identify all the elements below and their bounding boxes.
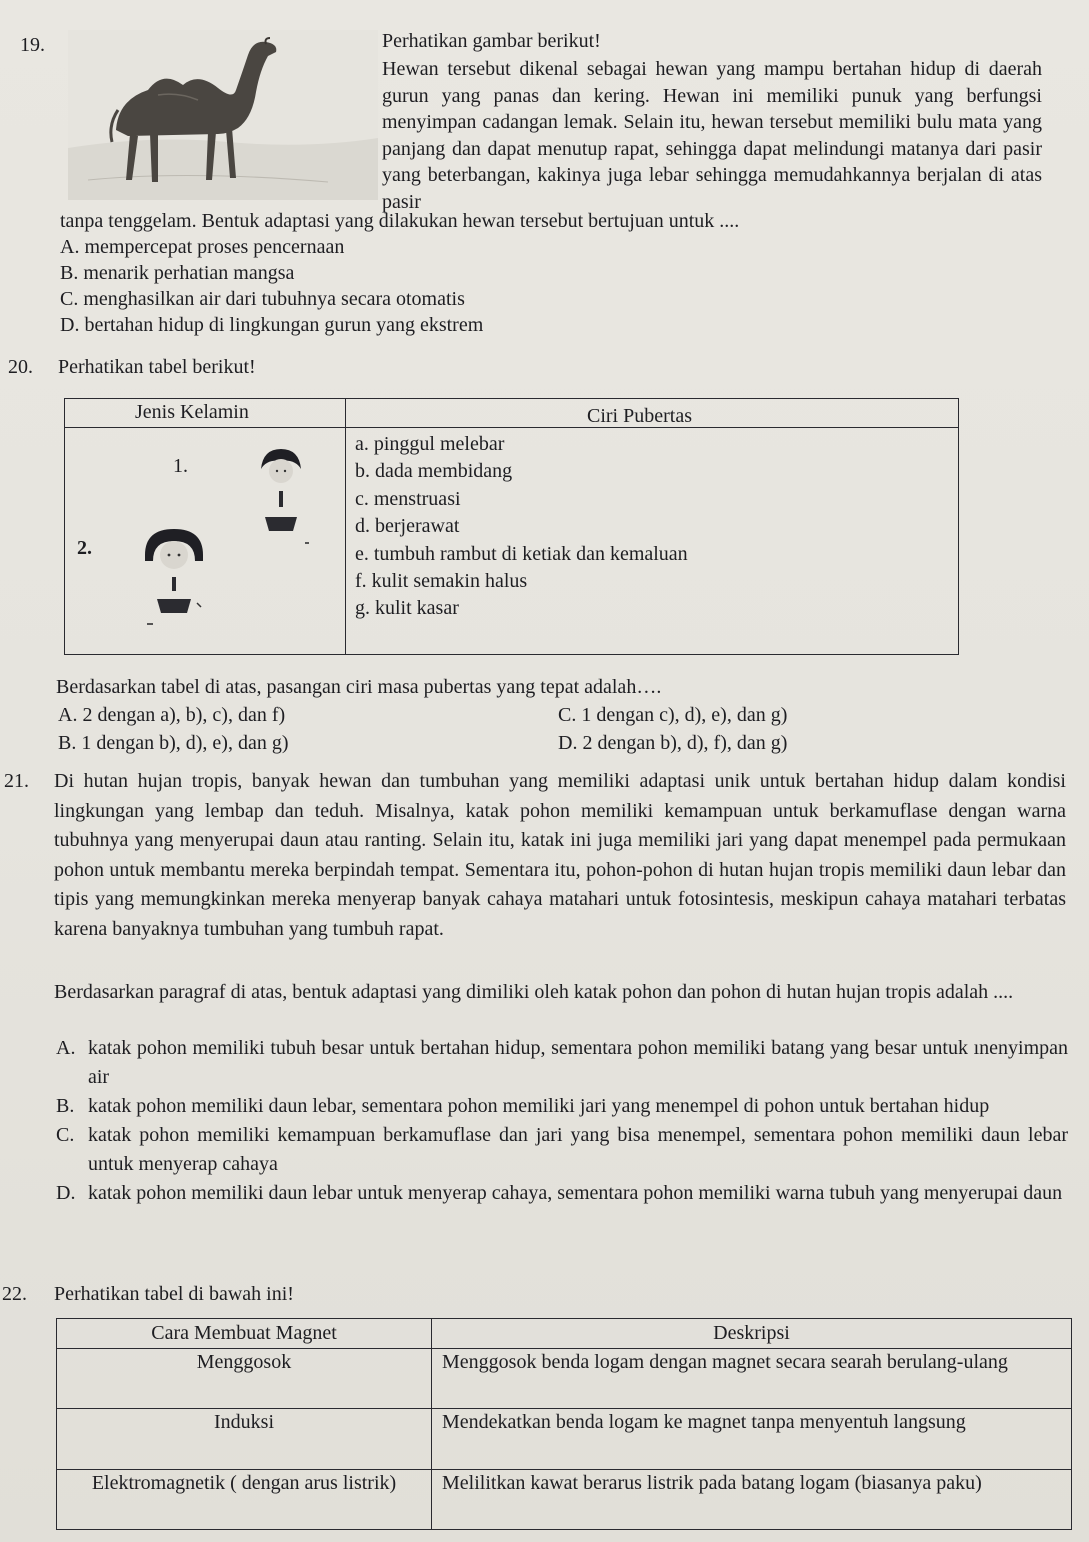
q20-option-d[interactable]: [558, 730, 898, 756]
q20-header-ciri-pubertas: Ciri Pubertas: [587, 405, 692, 427]
q20-puberty-table: [64, 398, 959, 655]
q20-header-jenis-kelamin: Jenis Kelamin: [135, 401, 249, 423]
q21-option-c[interactable]: [56, 1121, 1068, 1179]
q21-option-b[interactable]: [56, 1092, 1068, 1121]
camel-image: [68, 30, 378, 200]
q20-ciri-g: g. kulit kasar: [355, 597, 459, 620]
q21-option-a[interactable]: [56, 1034, 1068, 1092]
q22-header-deskripsi: Deskripsi: [432, 1319, 1072, 1349]
q20-ciri-a: a. pinggul melebar: [355, 433, 505, 455]
q20-ciri-b: b. dada membidang: [355, 460, 513, 483]
option-text: katak pohon memiliki daun lebar untuk menyerap cahaya, sementara pohon memiliki warna tubuh yang menyerupai daun: [88, 1182, 1063, 1204]
q19-option-b[interactable]: [60, 260, 483, 286]
option-text: 2 dengan a), b), c), dan f): [82, 704, 286, 726]
q20-option-b[interactable]: [58, 730, 558, 756]
option-text: 2 dengan b), d), f), dan g): [582, 732, 788, 754]
q19-paragraph: Hewan tersebut dikenal sebagai hewan yang mampu bertahan hidup di daerah gurun yang panas dan kering. Hewan ini memiliki punuk yang berfungsi menyimpan cadangan lemak. Selain itu, hewan tersebut memiliki bulu mata yang panjang dan dapat menutup rapat, sehingga dapat melindungi matanya dari pasir yang beterbangan, kakinya juga lebar sehingga memudahkannya berjalan di atas pasir: [382, 58, 1042, 213]
option-text: menghasilkan air dari tubuhnya secara otomatis: [83, 288, 465, 310]
q22-cell-deskripsi: Melilitkan kawat berarus listrik pada batang logam (biasanya paku): [432, 1469, 1072, 1529]
option-text: 1 dengan b), d), e), dan g): [81, 732, 289, 754]
option-text: mempercepat proses pencernaan: [84, 236, 345, 258]
option-text: katak pohon memiliki tubuh besar untuk bertahan hidup, sementara pohon memiliki batang yang besar untuk ınenyimpan air: [88, 1037, 1068, 1088]
q20-intro: Perhatikan tabel berikut!: [58, 356, 256, 378]
option-text: 1 dengan c), d), e), dan g): [581, 704, 788, 726]
q20-row-label-2: 2.: [77, 537, 92, 559]
q22-header-cara: Cara Membuat Magnet: [57, 1319, 432, 1349]
q22-cell-deskripsi: Mendekatkan benda logam ke magnet tanpa menyentuh langsung: [432, 1409, 1072, 1469]
table-row: [57, 1349, 1072, 1409]
option-letter: A.: [58, 704, 78, 726]
q20-table-divider: [345, 399, 346, 654]
q22-cell-deskripsi: Menggosok benda logam dengan magnet secara searah berulang-ulang: [432, 1349, 1072, 1409]
q20-options: [58, 702, 898, 756]
q20-ciri-list: [355, 431, 688, 623]
q20-number: 20.: [8, 356, 33, 378]
q21-option-d[interactable]: [56, 1179, 1068, 1208]
q21-question: Berdasarkan paragraf di atas, bentuk adaptasi yang dimiliki oleh katak pohon dan pohon di hutan hujan tropis adalah ....: [54, 981, 1014, 1003]
q19-number: 19.: [20, 34, 45, 56]
option-text: menarik perhatian mangsa: [83, 262, 295, 284]
q21-paragraph: Di hutan hujan tropis, banyak hewan dan tumbuhan yang memiliki adaptasi unik untuk bertahan hidup dalam kondisi lingkungan yang lembap dan teduh. Misalnya, katak pohon memiliki kemampuan untuk berkamuflase dengan warna tubuhnya yang menyerupai daun atau ranting. Selain itu, katak ini juga memiliki jari yang dapat menempel pada permukaan pohon untuk membantu mereka berpindah tempat. Sementara itu, pohon-pohon di hutan hujan tropis memiliki daun lebar dan tipis yang memungkinkan mereka menyerap banyak cahaya matahari untuk fotosintesis, meskipun cahaya matahari terbatas karena banyaknya tumbuhan yang tumbuh rapat.: [54, 770, 1066, 940]
q22-cell-cara: Elektromagnetik ( dengan arus listrik): [57, 1469, 432, 1529]
option-text: katak pohon memiliki kemampuan berkamuflase dan jari yang bisa menempel, sementara pohon memiliki daun lebar untuk menyerap cahaya: [88, 1124, 1068, 1175]
q19-option-a[interactable]: [60, 234, 483, 260]
boy-icon: [251, 439, 311, 549]
q19-intro: Perhatikan gambar berikut!: [382, 30, 601, 52]
option-letter: C.: [56, 1124, 75, 1146]
q20-option-c[interactable]: [558, 702, 898, 728]
q19-options: [60, 234, 483, 338]
q19-option-d[interactable]: [60, 312, 483, 338]
option-letter: A.: [60, 236, 80, 258]
option-letter: A.: [56, 1037, 76, 1059]
q21-options: [56, 1034, 1068, 1208]
option-letter: C.: [60, 288, 79, 310]
option-letter: C.: [558, 704, 577, 726]
option-letter: B.: [58, 732, 77, 754]
q20-question: Berdasarkan tabel di atas, pasangan ciri masa pubertas yang tepat adalah….: [56, 676, 662, 698]
q22-table-header-row: [57, 1319, 1072, 1349]
q20-option-a[interactable]: [58, 702, 558, 728]
q22-number: 22.: [2, 1283, 27, 1305]
q21-number: 21.: [4, 770, 29, 792]
q22-cell-cara: Induksi: [57, 1409, 432, 1469]
q20-ciri-f: f. kulit semakin halus: [355, 570, 528, 593]
option-text: katak pohon memiliki daun lebar, sementara pohon memiliki jari yang menempel di pohon untuk bertahan hidup: [88, 1095, 990, 1117]
option-letter: B.: [60, 262, 79, 284]
option-letter: D.: [56, 1182, 76, 1204]
option-letter: D.: [60, 314, 80, 336]
girl-icon: [133, 517, 215, 627]
option-text: bertahan hidup di lingkungan gurun yang ekstrem: [84, 314, 484, 336]
q19-option-c[interactable]: [60, 286, 483, 312]
q22-intro: Perhatikan tabel di bawah ini!: [54, 1283, 294, 1305]
option-letter: D.: [558, 732, 578, 754]
q20-ciri-e: e. tumbuh rambut di ketiak dan kemaluan: [355, 542, 688, 565]
q22-magnet-table: [56, 1318, 1072, 1530]
table-row: [57, 1409, 1072, 1469]
q20-ciri-d: d. berjerawat: [355, 515, 460, 538]
q19-paragraph-continuation: tanpa tenggelam. Bentuk adaptasi yang dilakukan hewan tersebut bertujuan untuk ....: [60, 210, 740, 232]
q20-ciri-c: c. menstruasi: [355, 487, 461, 510]
table-row: [57, 1469, 1072, 1529]
option-letter: B.: [56, 1095, 75, 1117]
q22-cell-cara: Menggosok: [57, 1349, 432, 1409]
q20-row-label-1: 1.: [173, 455, 188, 477]
